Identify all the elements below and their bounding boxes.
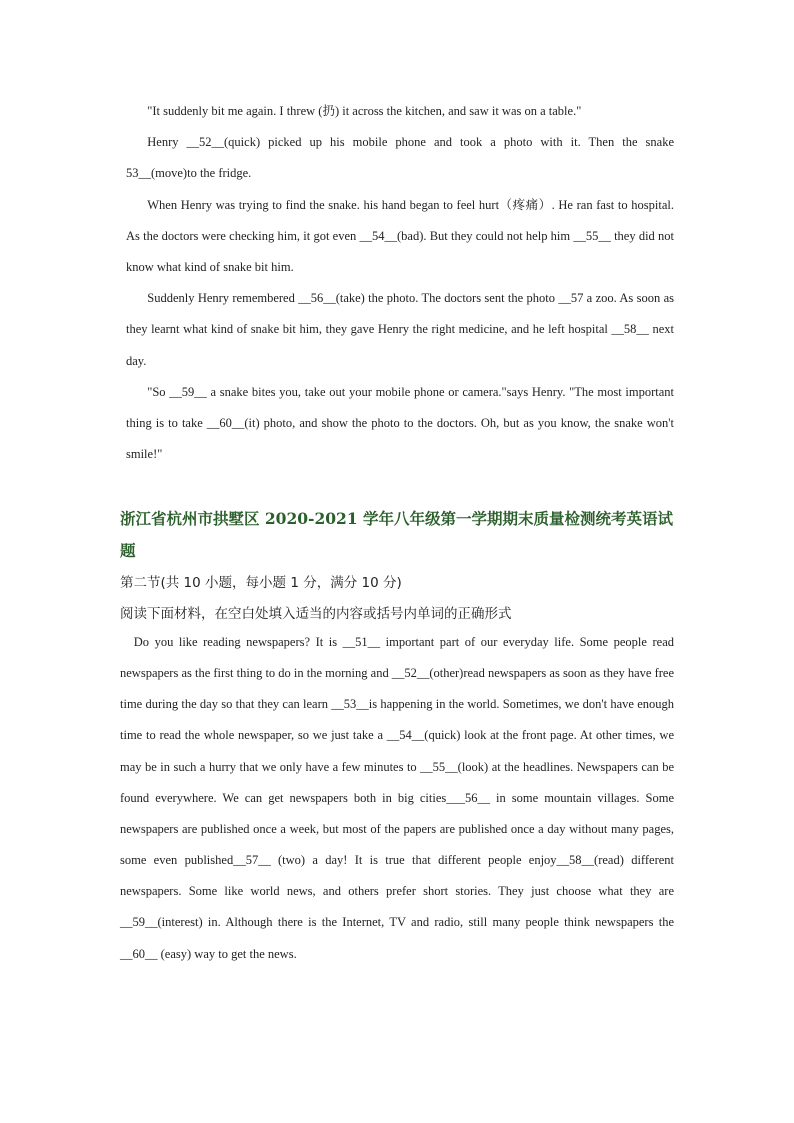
paragraph: "It suddenly bit me again. I threw (扔) it across the kitchen, and saw it was on a table.": [147, 104, 582, 118]
passage-continued: [126, 96, 674, 470]
section-subtitle: 第二节(共 10 小题，每小题 1 分，满分 10 分): [120, 575, 402, 591]
instruction-text: 阅读下面材料，在空白处填入适当的内容或括号内单词的正确形式: [120, 606, 512, 622]
paragraph: When Henry was trying to find the snake. his hand began to feel hurt（疼痛）. He ran fast to hospital. As the doctors were checking him, it got even __54__(bad). But they could not help him __55__ they did not know what kind of snake bit him.: [126, 197, 674, 275]
paragraph: "So __59__ a snake bites you, take out your mobile phone or camera."says Henry. "The most important thing is to take __60__(it) photo, and show the photo to the doctors. Oh, but as you know, the snake won't smile!": [126, 384, 674, 462]
passage-newspapers: Do you like reading newspapers? It is __51__ important part of our everyday life. Some people read newspapers as the first thing to do in the morning and __52__(other)read newspapers as soon as they have free time during the day so that they can learn __53__is happening in the world. Sometimes, we don't have enough time to read the whole newspaper, so we just take a __54__(quick) look at the front page. At other times, we may be in such a hurry that we only have a few minutes to __55__(look) at the headlines. Newspapers can be found everywhere. We can get newspapers both in big cities___56__ in some mountain villages. Some newspapers are published once a week, but most of the papers are published once a day without many pages, some even published__57__ (two) a day! It is true that different people enjoy__58__(read) different newspapers. Some like world news, and others prefer short stories. They just choose what they are __59__(interest) in. Although there is the Internet, TV and radio, still many people think newspapers the __60__ (easy) way to get the news.: [120, 635, 675, 961]
exam-title: 浙江省杭州市拱墅区 2020-2021 学年八年级第一学期期末质量检测统考英语试题: [120, 509, 674, 560]
paragraph: Henry __52__(quick) picked up his mobile phone and took a photo with it. Then the snake 53__(move)to the fridge.: [126, 135, 674, 181]
paragraph: Suddenly Henry remembered __56__(take) the photo. The doctors sent the photo __57 a zoo. As soon as they learnt what kind of snake bit him, they gave Henry the right medicine, and he left hospital __58__ next day.: [126, 291, 674, 368]
